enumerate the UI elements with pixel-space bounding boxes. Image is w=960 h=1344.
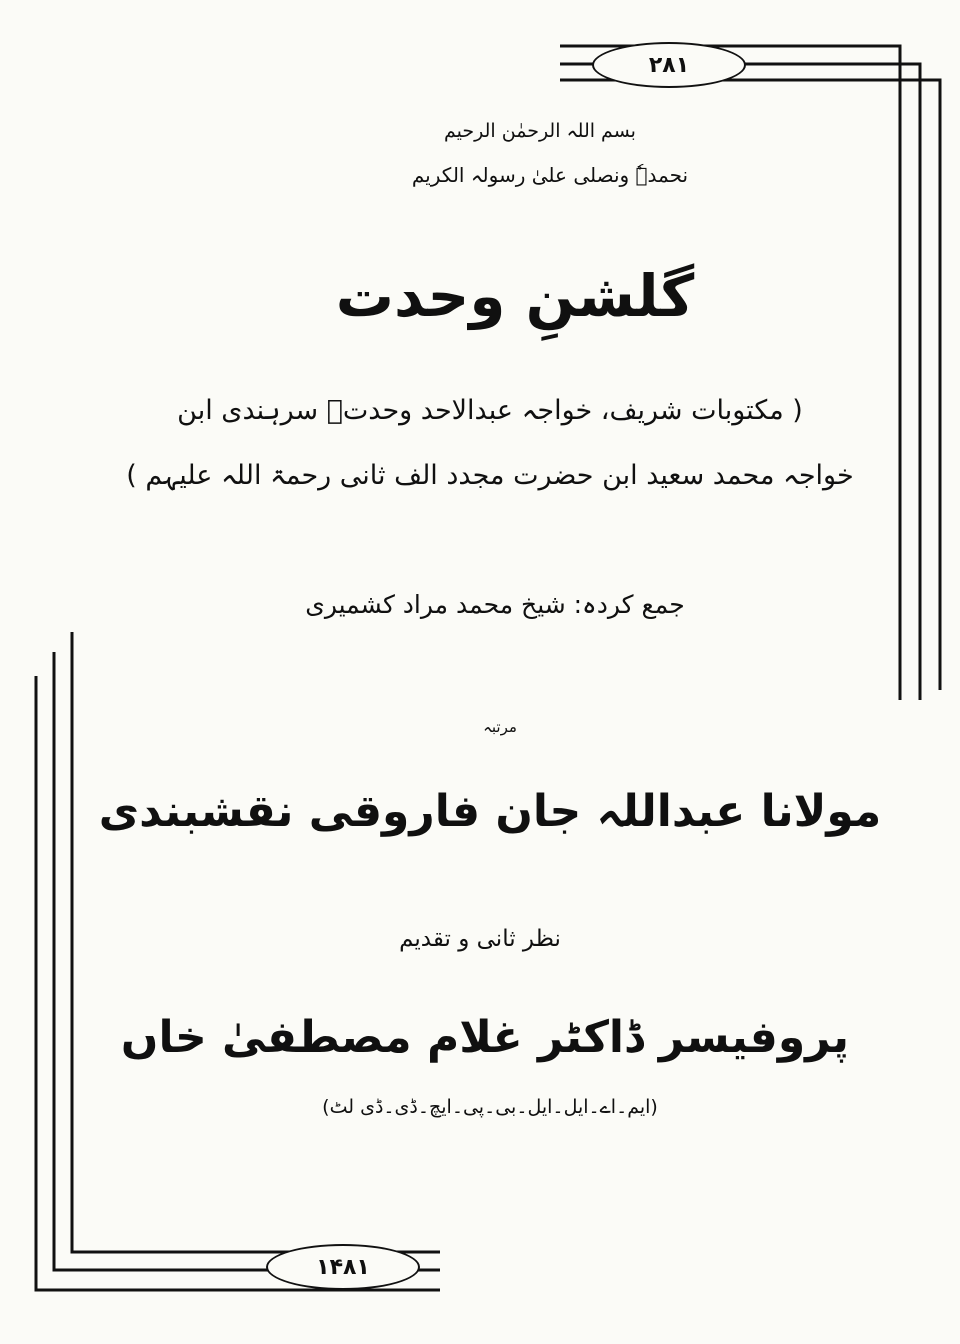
reviser-degrees: (ایم۔اے۔ایل۔ایل۔بی۔پی۔ایچ۔ڈی۔ڈی لٹ) bbox=[322, 1096, 658, 1118]
revision-label: نظر ثانی و تقدیم bbox=[399, 926, 561, 952]
book-title: گلشنِ وحدت bbox=[335, 262, 695, 330]
description-line-1: ( مکتوبات شریف، خواجہ عبدالاحد وحدتؔ سرہندی ابن bbox=[177, 395, 803, 426]
description-line-2: خواجہ محمد سعید ابن حضرت مجدد الف ثانی رحمۃ اللہ علیہم ) bbox=[126, 460, 854, 491]
arranger-name: مولانا عبداللہ جان فاروقی نقشبندی bbox=[98, 786, 882, 837]
invocation-line-2: نحمدہٗ ونصلی علیٰ رسولہ الکریم bbox=[411, 163, 689, 187]
page-number-bottom: ۱۴۸۱ bbox=[266, 1244, 420, 1290]
arranged-label: مرتبہ bbox=[483, 718, 517, 736]
invocation-line-1: بسم اللہ الرحمٰن الرحیم bbox=[444, 120, 636, 142]
reviser-name: پروفیسر ڈاکٹر غلام مصطفیٰ خاں bbox=[120, 1012, 850, 1063]
page-number-top: ۲۸۱ bbox=[592, 42, 746, 88]
compiled-by: جمع کردہ: شیخ محمد مراد کشمیری bbox=[305, 590, 685, 619]
